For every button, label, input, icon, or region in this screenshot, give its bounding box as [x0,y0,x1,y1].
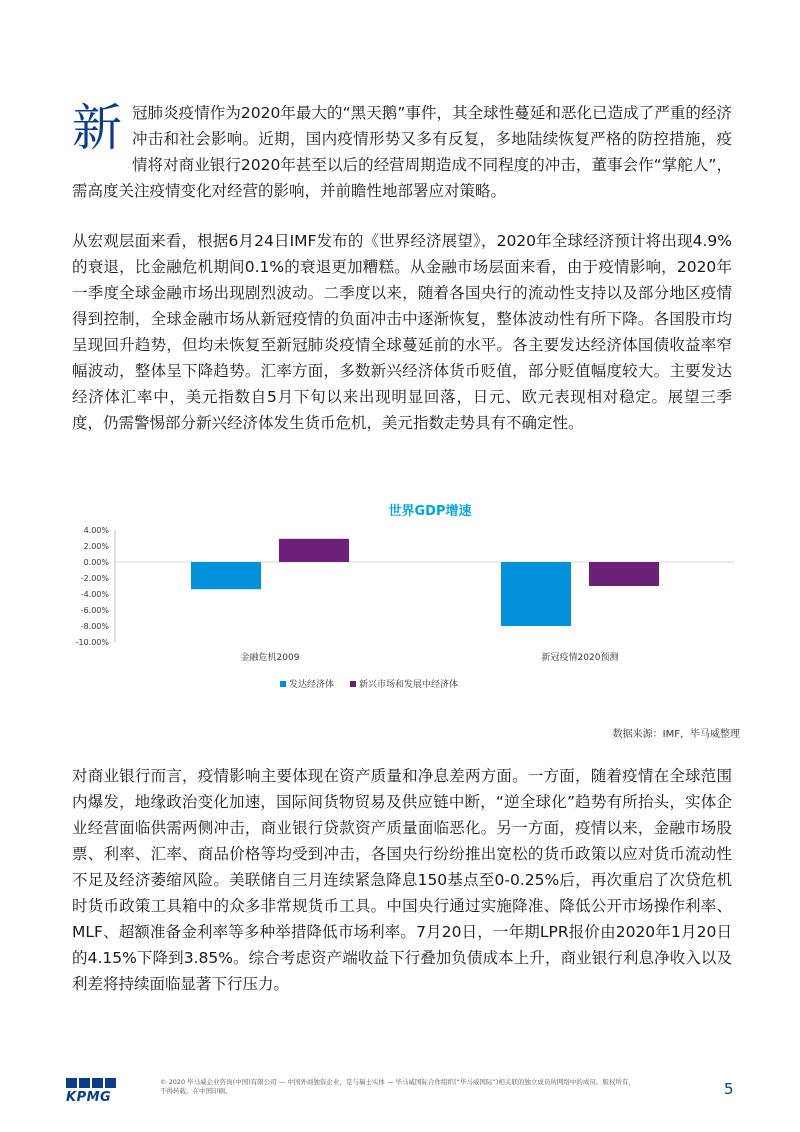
gdp-chart-svg [60,495,740,725]
x-tick-label: 新冠疫情2020预测 [541,653,619,663]
gdp-chart [60,495,740,740]
drop-cap: 新 [72,99,122,157]
kpmg-logo [66,1078,118,1108]
legend-label-1: 新兴市场和发展中经济体 [359,680,459,690]
bar-emerging-0 [279,539,349,562]
y-tick-label: -8.00% [80,622,109,631]
y-tick-label: 0.00% [83,558,109,567]
y-tick-label: 4.00% [83,526,109,535]
bar-advanced-0 [191,562,261,589]
paragraph-macro: 从宏观层面来看，根据6月24日IMF发布的《世界经济展望》，2020年全球经济预计将出现4.9%的衰退，比金融危机期间0.1%的衰退更加糟糕。从金融市场层面来看，由于疫情影响，2020年一季度全球金融市场出现剧烈波动。二季度以来，随着各国央行的流动性支持以及部分地区疫情得到控制，全球金融市场从新冠疫情的负面冲击中逐渐恢复，整体波动性有所下降。各国股市均呈现回升趋势，但均未恢复至新冠肺炎疫情全球蔓延前的水平。各主要发达经济体国债收益率窄幅波动，整体呈下降趋势。汇率方面，多数新兴经济体货币贬值，部分贬值幅度较大。主要发达经济体汇率中，美元指数自5月下旬以来出现明显回落，日元、欧元表现相对稳定。展望三季度，仍需警惕部分新兴经济体发生货币危机，美元指数走势具有不确定性。 [72,232,732,432]
bar-emerging-1 [589,562,659,586]
y-tick-label: -10.00% [75,638,109,647]
paragraph-banking: 对商业银行而言，疫情影响主要体现在资产质量和净息差两方面。一方面，随着疫情在全球范围内爆发，地缘政治变化加速，国际间货物贸易及供应链中断，“逆全球化”趋势有所抬头，实体企业经营面临供需两侧冲击，商业银行贷款资产质量面临恶化。另一方面，疫情以来，金融市场股票、利率、汇率、商品价格等均受到冲击，各国央行纷纷推出宽松的货币政策以应对货币流动性不足及经济萎缩风险。美联储自三月连续紧急降息150基点至0-0.25%后，再次重启了次贷危机时货币政策工具箱中的众多非常规货币工具。中国央行通过实施降准、降低公开市场操作利率、MLF、超额准备金利率等多种举措降低市场利率。7月20日，一年期LPR报价由2020年1月20日的4.15%下降到3.85%。综合考虑资产端收益下行叠加负债成本上升，商业银行利息净收入以及利差将持续面临显著下行压力。 [72,767,732,993]
legal-notice [160,1078,660,1096]
y-tick-label: -2.00% [80,574,109,583]
legal-line-2: 不得转载。在中国印刷。 [160,1087,232,1095]
footer [0,1070,800,1120]
logo-text: KPMG [66,1090,112,1105]
y-tick-label: 2.00% [83,542,109,551]
legend-swatch-1 [350,681,356,687]
legal-line-1: © 2020 毕马威企业咨询(中国)有限公司 — 中国外商独资企业，是与瑞士实体 — 毕马威国际合作组织(“毕马威国际”)相关联的独立成员所网络中的成员。版权所有， [160,1078,635,1086]
source-note: 数据来源：IMF，毕马威整理 [612,729,740,740]
intro-paragraph [72,100,732,204]
y-tick-label: -6.00% [80,606,109,615]
x-tick-label: 金融危机2009 [240,653,300,663]
intro-text: 冠肺炎疫情作为2020年最大的“黑天鹅”事件，其全球性蔓延和恶化已造成了严重的经济冲击和社会影响。近期，国内疫情形势又多有反复，多地陆续恢复严格的防控措施，疫情将对商业银行2020年甚至以后的经营周期造成不同程度的冲击，董事会作“掌舵人”，需高度关注疫情变化对经营的影响，并前瞻性地部署应对策略。 [72,104,732,200]
legend-swatch-0 [280,681,286,687]
legend-label-0: 发达经济体 [289,680,335,690]
y-tick-label: -4.00% [80,590,109,599]
chart-title: 世界GDP增速 [388,504,472,519]
bar-advanced-1 [501,562,571,626]
page-number: 5 [724,1080,734,1098]
